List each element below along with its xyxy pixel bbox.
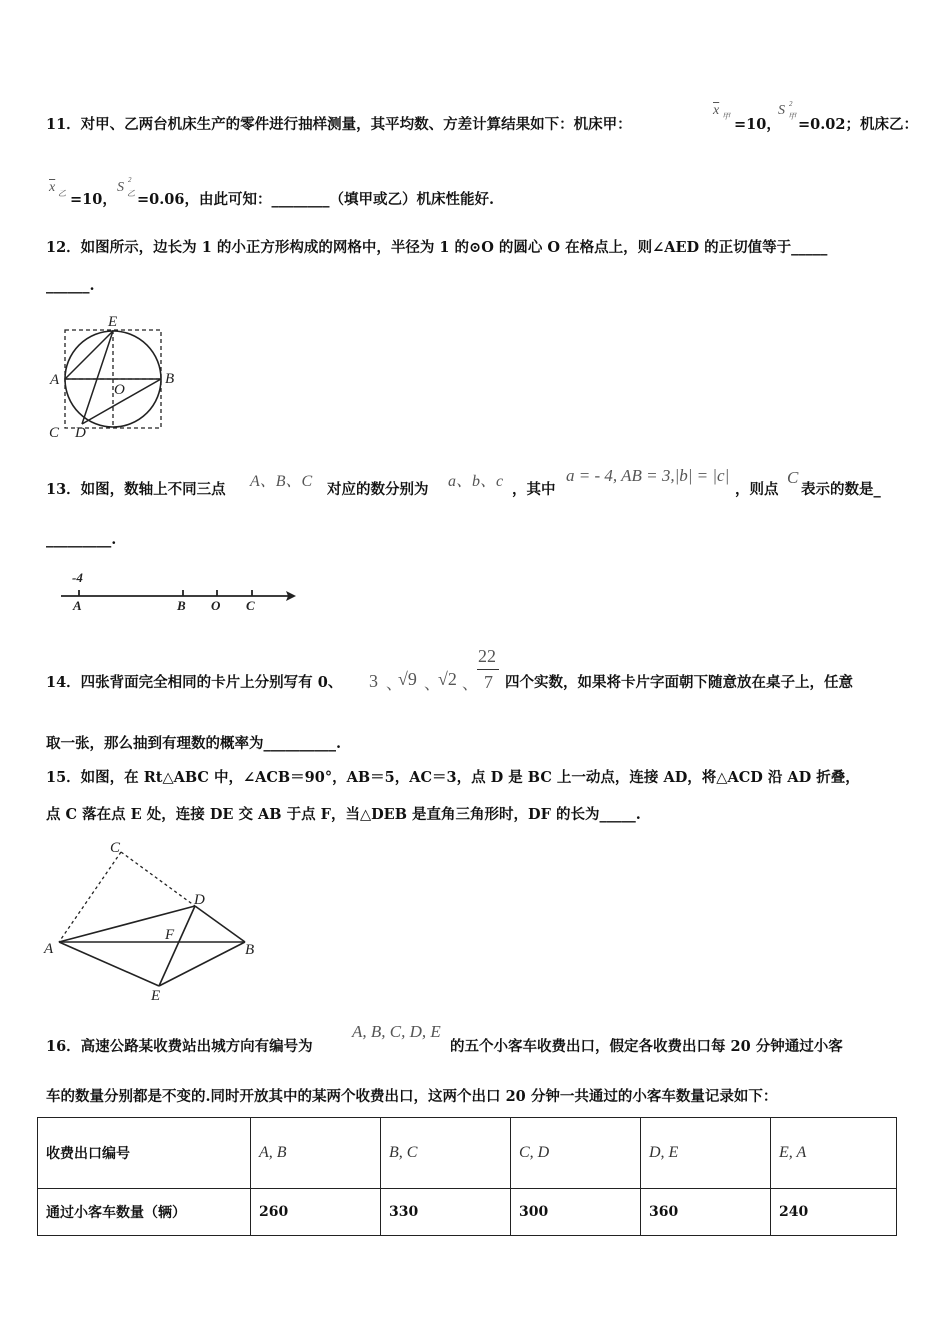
- q12-label-c: C: [49, 425, 60, 441]
- q15-label-c: C: [110, 840, 121, 856]
- q13-label-c: C: [246, 598, 255, 613]
- q11-sub-jia-2: 甲: [788, 112, 796, 121]
- q11-xbar-yi: $\overline{x}$: [49, 180, 56, 195]
- q13-line2: _________.: [46, 531, 117, 548]
- q12-line1: 12．如图所示，边长为 1 的小正方形构成的网格中，半径为 1 的⊙O 的圆心 O 在格点上，则∠AED 的正切值等于_____: [46, 239, 828, 256]
- q14-frac-den: 7: [484, 672, 493, 692]
- table-count-bc: 330: [381, 1189, 511, 1236]
- q13-label-b: B: [177, 598, 186, 613]
- q13-label-o: O: [211, 598, 221, 613]
- q11-mean-yi: =10，: [70, 191, 117, 208]
- q14-part2: 四个实数，如果将卡片字面朝下随意放在桌子上，任意: [505, 674, 853, 691]
- table-pair-bc: B, C: [381, 1118, 511, 1189]
- q16-line2: 车的数量分别都是不变的.同时开放其中的某两个收费出口，这两个出口 20 分钟一共通过的小客车数量记录如下：: [46, 1088, 778, 1105]
- q15-seg-ae: [59, 942, 159, 986]
- q12-label-o: O: [114, 382, 125, 398]
- q11-line2: =0.06，由此可知：________（填甲或乙）机床性能好.: [137, 191, 495, 208]
- q11-xbar-jia: $\overline{x}$: [713, 103, 720, 118]
- q13-part2: 对应的数分别为: [327, 481, 429, 498]
- q14-three: 3: [369, 671, 378, 691]
- q11-sub-yi: 乙: [58, 189, 66, 198]
- q15-label-b: B: [245, 942, 255, 958]
- q15-seg-db: [195, 906, 245, 942]
- table-header-label: 收费出口编号: [38, 1118, 251, 1189]
- q15-label-a: A: [44, 941, 54, 957]
- q15-label-d: D: [194, 892, 205, 908]
- q14-frac-bar: [477, 669, 499, 670]
- q12-line2: ______.: [46, 277, 95, 294]
- q11-s2-jia: S: [778, 103, 785, 118]
- q16-line1: [46, 1037, 313, 1057]
- q12-label-e: E: [108, 314, 118, 330]
- table-count-de: 360: [641, 1189, 771, 1236]
- q15-seg-de: [159, 906, 195, 986]
- q16-part1: 16．高速公路某收费站出城方向有编号为: [46, 1038, 313, 1055]
- table-row-label: 通过小客车数量（辆）: [38, 1189, 251, 1236]
- q16-exits: A, B, C, D, E: [352, 1022, 441, 1041]
- q15-figure: [40, 836, 270, 1006]
- table-row: [38, 1189, 897, 1236]
- q12-label-a: A: [50, 372, 60, 388]
- q15-line1: 15．如图，在 Rt△ABC 中，∠ACB＝90°，AB＝5，AC＝3，点 D 是 BC 上一动点，连接 AD，将△ACD 沿 AD 折叠，: [46, 769, 860, 786]
- q13-line1: [46, 480, 226, 500]
- q12-label-d: D: [75, 425, 86, 441]
- q13-tick-value: -4: [72, 570, 83, 585]
- q13-part4: ，则点: [735, 481, 779, 498]
- q12-label-b: B: [165, 371, 175, 387]
- q13-points: A、B、C: [250, 473, 313, 490]
- table-count-ea: 240: [771, 1189, 897, 1236]
- q11-line1: [46, 115, 632, 135]
- q13-values: a、b、c: [448, 473, 504, 490]
- table-count-cd: 300: [511, 1189, 641, 1236]
- table-count-ab: 260: [251, 1189, 381, 1236]
- q12-figure: [44, 310, 194, 442]
- q13-part1: 13．如图，数轴上不同三点: [46, 481, 226, 498]
- q13-condition: a = - 4, AB = 3,|b| = |c|: [566, 466, 730, 485]
- table-pair-de: D, E: [641, 1118, 771, 1189]
- q14-part1: 14．四张背面完全相同的卡片上分别写有 0、: [46, 674, 343, 691]
- table-row: [38, 1118, 897, 1189]
- q13-number-line: [55, 568, 305, 616]
- q15-seg-eb: [159, 942, 245, 986]
- q11-s2-yi: S: [117, 180, 124, 195]
- q14-sqrt2: √2: [438, 669, 457, 689]
- q16-part2: 的五个小客车收费出口，假定各收费出口每 20 分钟通过小客: [450, 1038, 843, 1055]
- q13-part3: ，其中: [512, 481, 556, 498]
- q15-seg-cd: [121, 852, 195, 906]
- q15-label-f: F: [165, 927, 175, 943]
- q11-var-jia: =0.02；机床乙：: [798, 116, 918, 133]
- q16-table: [37, 1117, 897, 1236]
- q14-frac-num: 22: [478, 646, 496, 666]
- table-pair-ab: A, B: [251, 1118, 381, 1189]
- q14-line1: [46, 673, 342, 693]
- q13-part5: 表示的数是_: [801, 481, 881, 498]
- table-pair-ea: E, A: [771, 1118, 897, 1189]
- q13-point-c: C: [787, 468, 799, 487]
- q15-line2: 点 C 落在点 E 处，连接 DE 交 AB 于点 F，当△DEB 是直角三角形时，DF 的长为_____.: [46, 806, 641, 823]
- q14-sqrt9: √9: [398, 669, 417, 689]
- q15-label-e: E: [151, 988, 161, 1004]
- q12-chord-ed: [82, 331, 113, 424]
- q14-line2: 取一张，那么抽到有理数的概率为__________.: [46, 735, 342, 752]
- q13-label-a: A: [73, 598, 82, 613]
- q11-mean-jia: =10，: [734, 116, 781, 133]
- q11-sub-jia: 甲: [722, 112, 730, 121]
- table-pair-cd: C, D: [511, 1118, 641, 1189]
- q11-text: 11．对甲、乙两台机床生产的零件进行抽样测量，其平均数、方差计算结果如下：机床甲：: [46, 116, 632, 133]
- q11-sub-yi-2: 乙: [127, 189, 135, 198]
